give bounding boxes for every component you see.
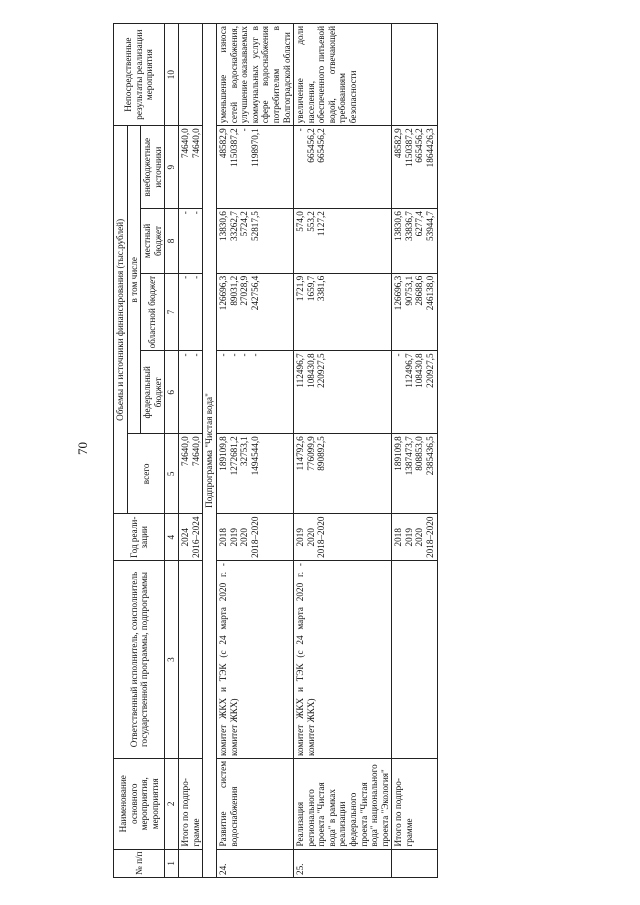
- row-name: Реализация регионального проекта "Чистая вода" в рамках реализации федерального проекта "Чистая вода" национального проекта "Экология": [294, 758, 392, 849]
- header-executor: Ответственный исполнитель, соисполнитель государственной программы, подпрограммы: [114, 561, 165, 759]
- header-result: Непосредственные результаты реализации мероприятия: [114, 24, 165, 126]
- row-local: - -: [179, 209, 203, 274]
- row-federal: - 112496,7 108430,8 220927,5: [392, 351, 437, 434]
- col-index: 2: [165, 758, 179, 849]
- column-index-row: [165, 24, 179, 878]
- row-local: 13830,6 33262,7 5724,2 52817,5: [217, 209, 294, 274]
- row-extra: 74640,0 74640,0: [179, 126, 203, 209]
- col-index: 9: [165, 126, 179, 209]
- row-executor: комитет ЖКХ и ТЭК (с 24 марта 2020 г. - комитет ЖКХ): [294, 561, 392, 759]
- row-total: 74640,0 74640,0: [179, 434, 203, 514]
- row-name: Итого по подпро-грамме: [392, 758, 437, 849]
- header-total: всего: [127, 434, 165, 514]
- row-name: Развитие систем водоснабжения: [217, 758, 294, 849]
- header-extra: внебюджетные источники: [141, 126, 165, 209]
- page-number: 70: [75, 442, 90, 455]
- rotated-table-wrapper: [113, 23, 598, 878]
- header-in-that: в том числе: [127, 126, 141, 434]
- row-num: 25.: [294, 849, 392, 877]
- header-name: Наименование основного мероприятия, мероприятия: [114, 758, 165, 849]
- row-extra: 48582,9 1150387,2 665456,2 1864426,3: [392, 126, 437, 209]
- row-result: уменьшение износа сетей водоснабжения, улучшение оказываемых коммунальных услуг в сфере водоснабжения потребителям в Волгоградской области: [217, 24, 294, 126]
- header-year: Год реали-зации: [114, 514, 165, 561]
- row-federal: - - - -: [217, 351, 294, 434]
- header-regional: областной бюджет: [141, 273, 165, 351]
- row-regional: - -: [179, 273, 203, 351]
- row-regional: 1721,9 1659,7 3381,6: [294, 273, 392, 351]
- row-federal: - -: [179, 351, 203, 434]
- col-index: 5: [165, 434, 179, 514]
- row-years: 2018 2019 2020 2018–2020: [217, 514, 294, 561]
- row-local: 13830,6 33836,7 6277,4 53944,7: [392, 209, 437, 274]
- header-num: № п/п: [114, 849, 165, 877]
- table-row: [294, 24, 392, 878]
- row-total: 189109,8 1387473,7 808853,0 2385436,5: [392, 434, 437, 514]
- col-index: 6: [165, 351, 179, 434]
- table-row: [392, 24, 437, 878]
- header-row-1: [114, 24, 128, 878]
- row-total: 114792,6 776099,9 890892,5: [294, 434, 392, 514]
- row-years: 2018 2019 2020 2018–2020: [392, 514, 437, 561]
- row-years: 2024 2016–2024: [179, 514, 203, 561]
- col-index: 4: [165, 514, 179, 561]
- row-regional: 126696,3 90753,1 28688,6 246138,0: [392, 273, 437, 351]
- header-volumes: Объемы и источники финансирования (тыс.рублей): [114, 126, 128, 514]
- header-local: местный бюджет: [141, 209, 165, 274]
- row-total: 189109,8 1272681,2 32753,1 1494544,0: [217, 434, 294, 514]
- col-index: 1: [165, 849, 179, 877]
- subprogram-title-row: [203, 24, 217, 878]
- financing-table: [113, 23, 438, 878]
- col-index: 10: [165, 24, 179, 126]
- row-num: 24.: [217, 849, 294, 877]
- row-name: Итого по подпро-грамме: [179, 758, 203, 849]
- col-index: 8: [165, 209, 179, 274]
- row-extra: 48582,9 1150387,2 - 1198970,1: [217, 126, 294, 209]
- col-index: 7: [165, 273, 179, 351]
- row-local: 574,0 553,2 1127,2: [294, 209, 392, 274]
- row-executor: комитет ЖКХ и ТЭК (с 24 марта 2020 г. - комитет ЖКХ): [217, 561, 294, 759]
- subprogram-title: Подпрограмма "Чистая вода": [203, 24, 217, 878]
- row-federal: 112496,7 108430,8 220927,5: [294, 351, 392, 434]
- col-index: 3: [165, 561, 179, 759]
- row-regional: 126696,3 89031,2 27028,9 242756,4: [217, 273, 294, 351]
- table-row: [179, 24, 203, 878]
- row-result: увеличение доли населения, обеспеченного питьевой водой, отвечающей требованиям безопасности: [294, 24, 392, 126]
- table-row: [217, 24, 294, 878]
- row-years: 2019 2020 2018–2020: [294, 514, 392, 561]
- row-extra: - 665456,2 665456,2: [294, 126, 392, 209]
- header-federal: федеральный бюджет: [141, 351, 165, 434]
